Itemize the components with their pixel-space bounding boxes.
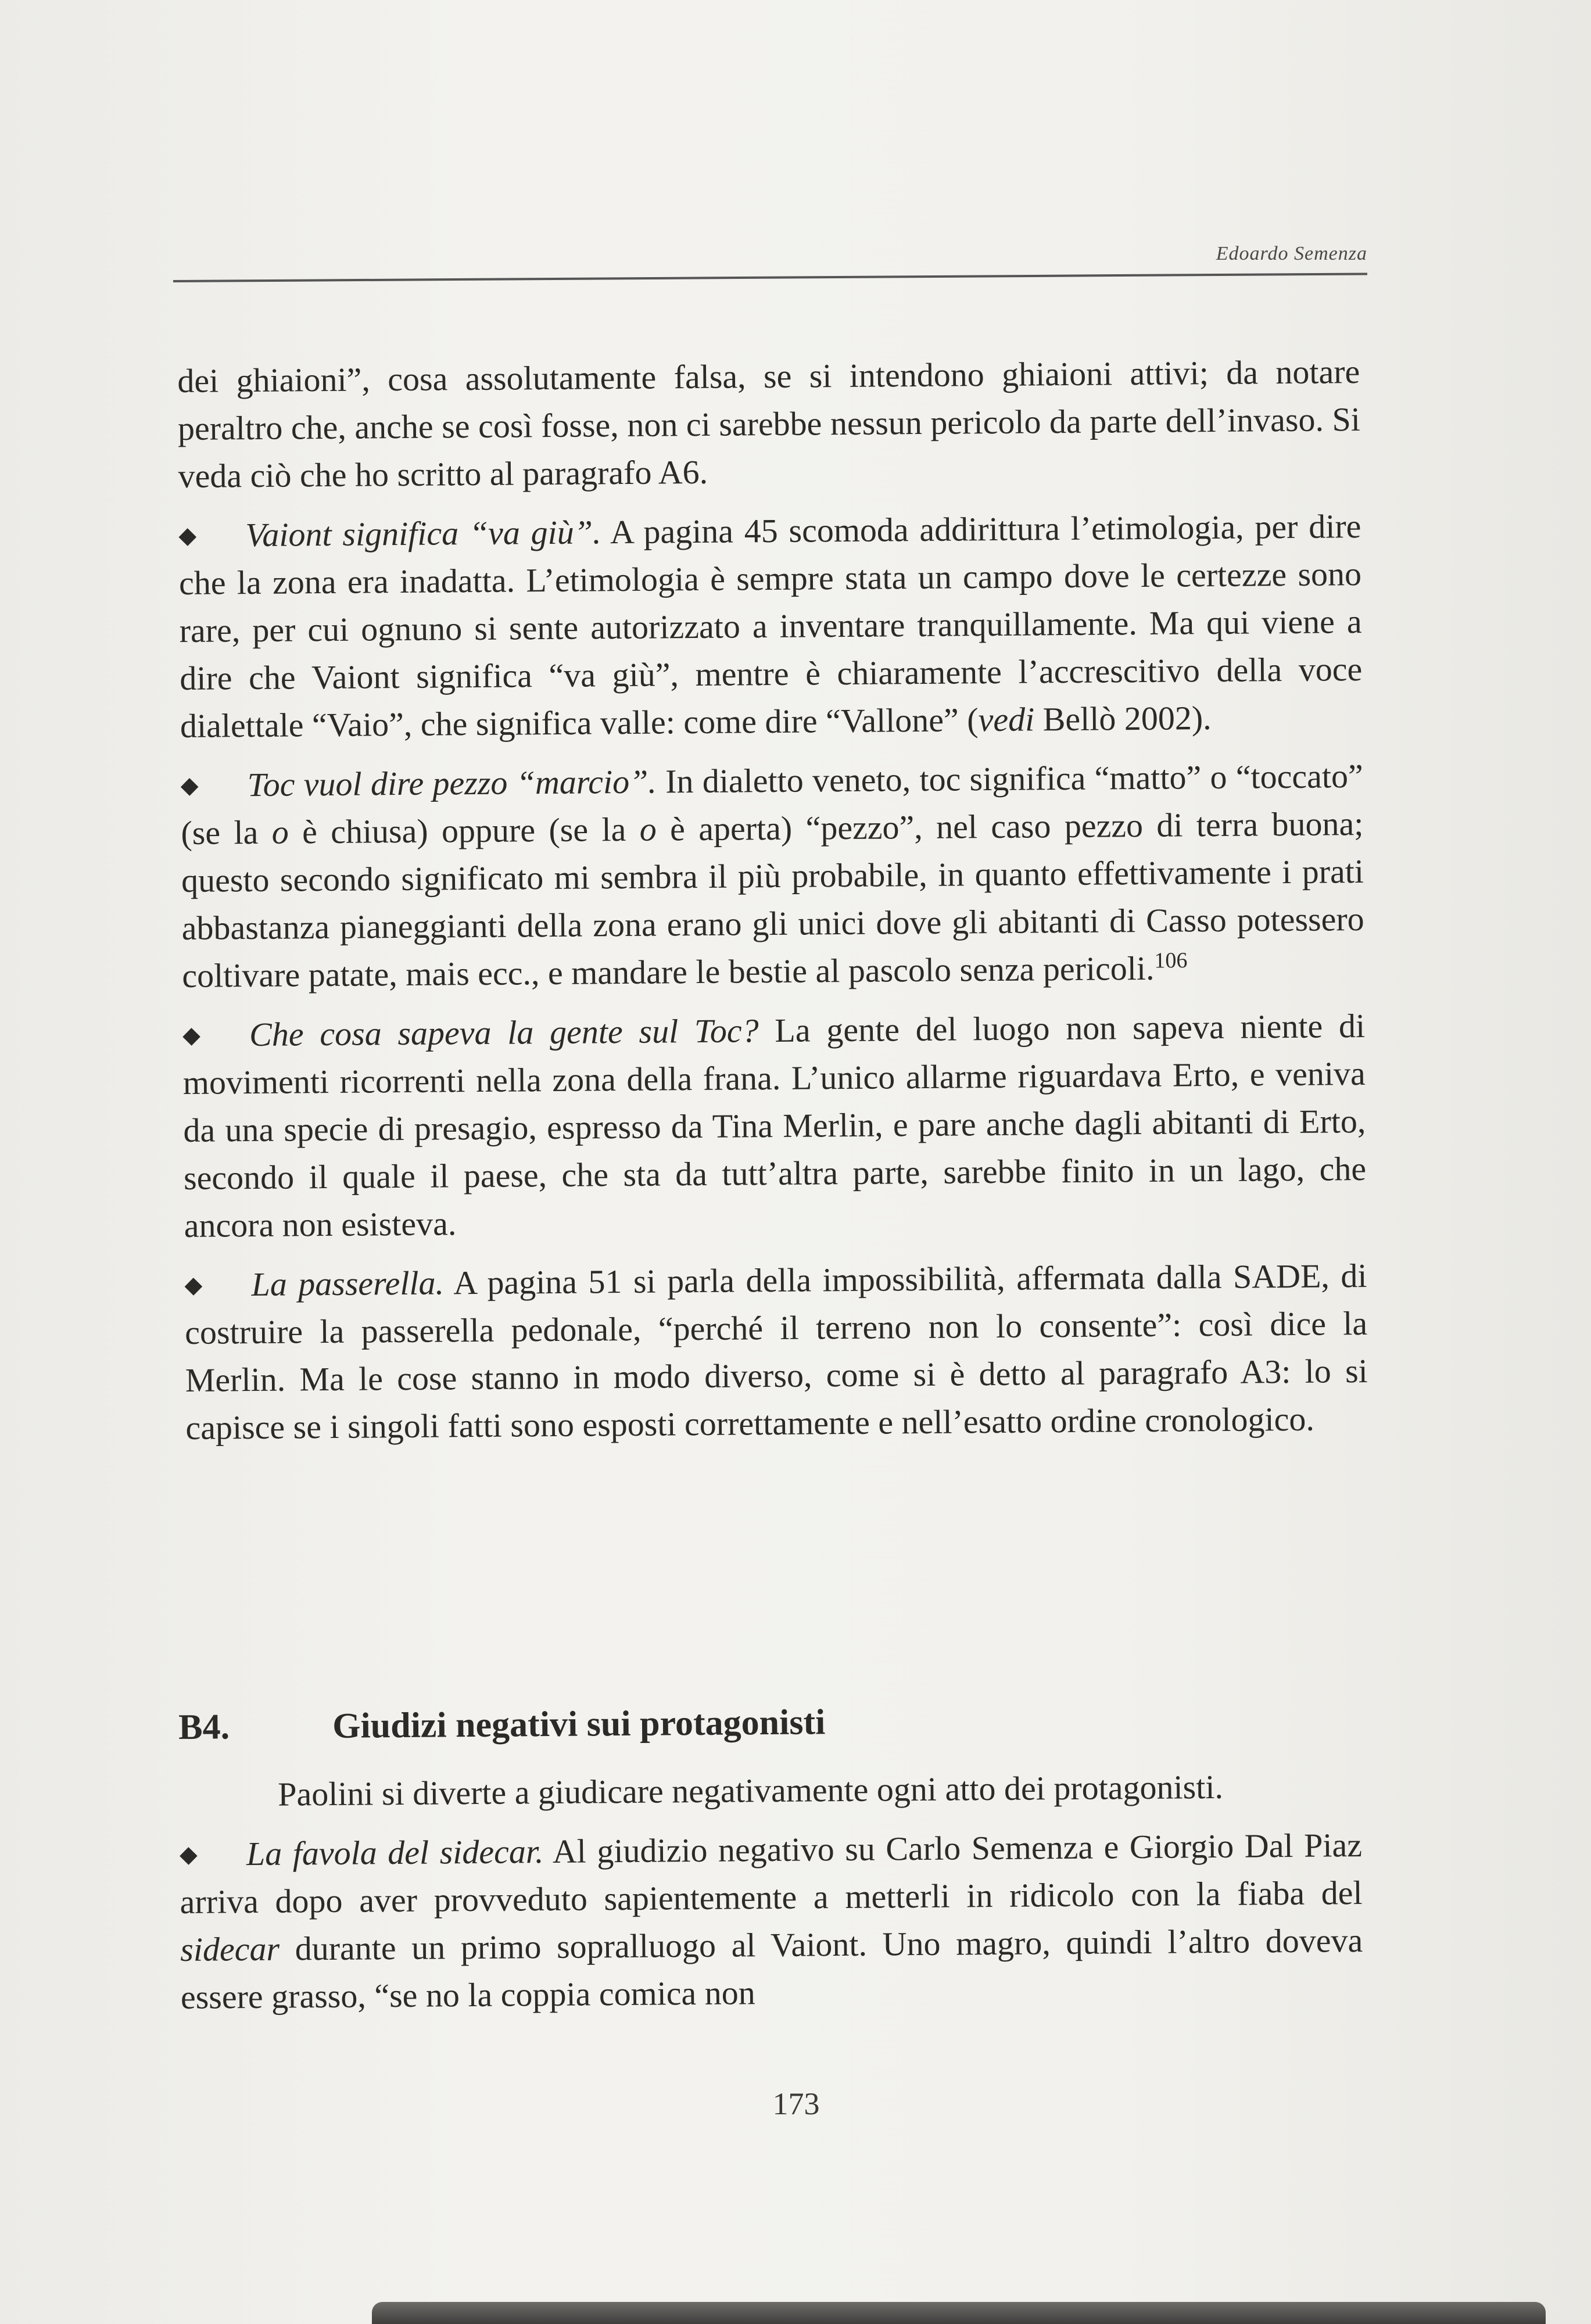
section-number: B4. xyxy=(178,1707,230,1747)
diamond-bullet-icon: ◆ xyxy=(179,1841,198,1867)
body-text xyxy=(177,348,1368,1452)
letter-o: o xyxy=(271,813,289,851)
bullet-title: La favola del sidecar. xyxy=(246,1832,544,1873)
bullet-paragraph-vaiont xyxy=(178,503,1363,750)
section-b4 xyxy=(178,1698,1363,2021)
term-sidecar: sidecar xyxy=(180,1930,280,1968)
diamond-bullet-icon: ◆ xyxy=(184,1271,203,1298)
binding-shadow xyxy=(372,2302,1546,2324)
section-intro: Paolini si diverte a giudicare negativamente ogni atto dei protagonisti. xyxy=(277,1767,1224,1813)
bullet-text: A pagina 51 si parla della impossibilità, affermata dalla SADE, di costruire la passerella pedonale, “perché il terreno non lo consente”: così dice la Merlin. Ma le cose stanno in modo diverso, come si è detto al paragrafo A3: lo si capisce se i singoli fatti sono esposti correttamente e nell’esatto ordine cronologico. xyxy=(184,1256,1368,1447)
bullet-title: Vaiont significa “va giù”. xyxy=(245,513,601,554)
footnote-ref: 106 xyxy=(1154,948,1188,973)
bullet-text: è chiusa) oppure (se la xyxy=(288,810,640,851)
bullet-title: Toc vuol dire pezzo “marcio”. xyxy=(247,762,657,804)
bullet-paragraph-toc xyxy=(180,752,1364,1000)
diamond-bullet-icon: ◆ xyxy=(180,772,199,798)
section-title: Giudizi negativi sui protagonisti xyxy=(332,1702,826,1746)
page-number: 173 xyxy=(772,2086,820,2121)
letter-o: o xyxy=(639,810,657,848)
bullet-text-end: Bellò 2002). xyxy=(1034,699,1212,738)
paragraph-continuation: dei ghiaioni”, cosa assolutamente falsa, se si intendono ghiaioni attivi; da notare peraltro che, anche se così fosse, non ci sarebbe nessun pericolo da parte dell’invaso. Si veda ciò che ho scritto al paragrafo A6. xyxy=(177,353,1361,495)
diamond-bullet-icon: ◆ xyxy=(182,1021,201,1048)
bullet-text: è aperta) “pezzo”, nel caso pezzo di terra buona; questo secondo significato mi sembra il più probabile, in quanto effettivamente i prati abbastanza pianeggianti della zona erano gli unici dove gli abitanti di Casso potessero coltivare patate, mais ecc., e mandare le bestie al pascolo senza pericoli. xyxy=(181,804,1364,995)
bullet-text: durante un primo sopralluogo al Vaiont. Uno magro, quindi l’altro doveva essere grasso, “se no la coppia comica non xyxy=(180,1921,1363,2016)
header-rule xyxy=(173,272,1367,282)
bullet-title: Che cosa sapeva la gente sul Toc? xyxy=(249,1012,759,1054)
bullet-title: La passerella. xyxy=(251,1264,445,1304)
bullet-text: A pagina 45 scomoda addirittura l’etimologia, per dire che la zona era inadatta. L’etimologia è sempre stata un campo dove le certezze sono rare, per cui ognuno si sente autorizzato a inventare tranquillamente. Ma qui viene a dire che Vaiont significa “va giù”, mentre è chiaramente l’accrescitivo della voce dialettale “Vaio”, che significa valle: come dire “Vallone” ( xyxy=(178,507,1363,745)
citation-vedi: vedi xyxy=(978,700,1035,739)
bullet-paragraph-sidecar xyxy=(180,1821,1364,2021)
running-head-author: Edoardo Semenza xyxy=(1216,243,1367,264)
bullet-text: Al giudizio negativo su Carlo Semenza e Giorgio Dal Piaz arriva dopo aver provveduto sapientemente a metterli in ridicolo con la fiaba del xyxy=(180,1826,1363,1921)
bullet-text: La gente del luogo non sapeva niente di movimenti ricorrenti nella zona della frana. L’unico allarme riguardava Erto, e veniva da una specie di presagio, espresso da Tina Merlin, e pare anche dagli abitanti di Erto, secondo il quale il paese, che sta da tutt’altra parte, sarebbe finito in un lago, che ancora non esisteva. xyxy=(182,1006,1367,1245)
diamond-bullet-icon: ◆ xyxy=(178,522,197,548)
bullet-paragraph-gente xyxy=(182,1002,1367,1250)
section-heading xyxy=(178,1698,1361,1748)
bullet-paragraph-passerella xyxy=(184,1252,1368,1452)
bullet-text: In dialetto veneto, toc significa “matto” o “toccato” (se la xyxy=(181,756,1363,852)
